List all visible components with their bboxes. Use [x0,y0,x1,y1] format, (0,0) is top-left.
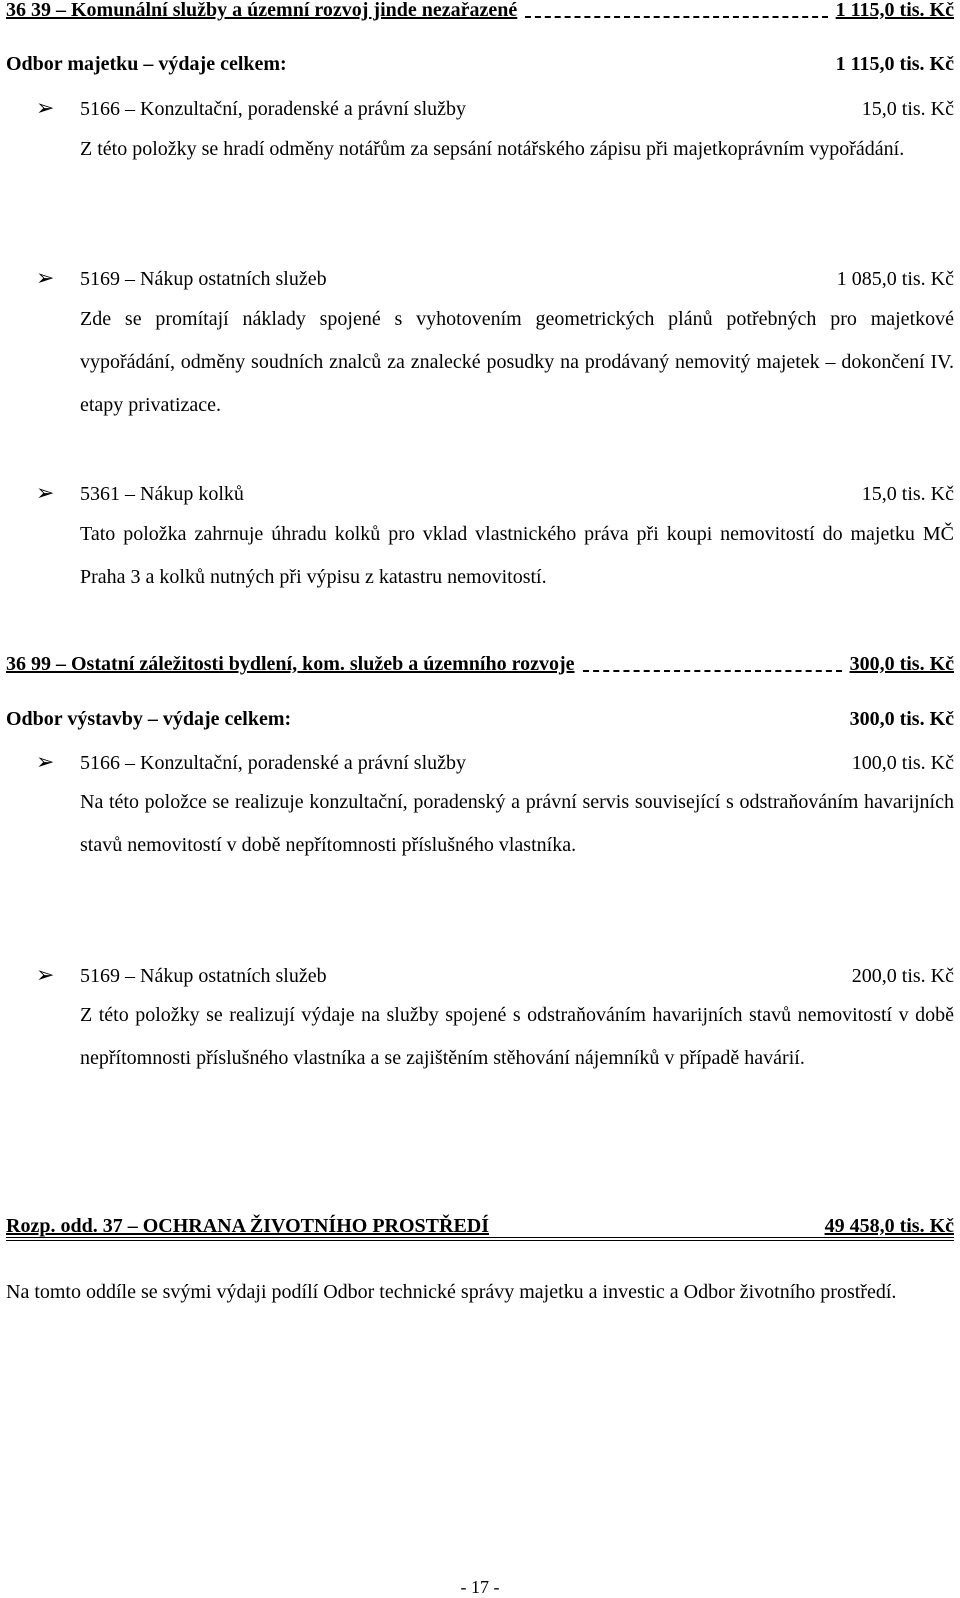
budget-item [36,97,954,119]
budget-item [36,751,954,773]
department-total [6,709,954,729]
section-heading-3639 [6,0,954,20]
section-description: Na tomto oddíle se svými výdaji podílí Odbor technické správy majetku a investic a Odbor životního prostředí. [6,1281,897,1303]
budget-item-description: Tato položka zahrnuje úhradu kolků pro vklad vlastnického práva při koupi nemovitostí do majetku MČ Praha 3 a kolků nutných při výpisu z katastru nemovitostí. [80,523,954,588]
budget-item-label: 5166 – Konzultační, poradenské a právní služby [80,98,467,120]
budget-item-label: 5361 – Nákup kolků [80,483,244,505]
department-total [6,54,954,74]
arrowhead-bullet-icon: ➢ [36,480,55,505]
budget-item-description: Z této položky se realizují výdaje na služby spojené s odstraňováním havarijních stavů nemovitostí v době nepřítomnosti příslušného vlastníka a se zajištěním stěhování nájemníků v případě havárií. [80,1004,954,1069]
page-number: - 17 - [460,1577,500,1597]
dotted-leader [525,16,827,18]
section-heading-label: 36 99 – Ostatní záležitosti bydlení, kom. služeb a územního rozvoje [6,653,575,675]
dotted-leader [583,670,842,672]
budget-item-amount: 200,0 tis. Kč [851,965,954,987]
department-total-amount: 300,0 tis. Kč [849,708,954,730]
budget-item-amount: 15,0 tis. Kč [861,98,954,120]
department-total-label: Odbor majetku – výdaje celkem: [6,53,287,75]
department-total-label: Odbor výstavby – výdaje celkem: [6,708,292,730]
section-heading-label: Rozp. odd. 37 – OCHRANA ŽIVOTNÍHO PROSTŘEDÍ [6,1215,490,1237]
budget-item-amount: 15,0 tis. Kč [861,483,954,505]
arrowhead-bullet-icon: ➢ [36,265,55,290]
section-heading-3699 [6,654,954,674]
section-heading-37 [6,1216,954,1236]
arrowhead-bullet-icon: ➢ [36,962,55,987]
budget-item [36,267,954,289]
budget-item-description: Z této položky se hradí odměny notářům za sepsání notářského zápisu při majetkoprávním vypořádání. [80,138,905,160]
budget-item-amount: 1 085,0 tis. Kč [836,268,954,290]
section-heading-amount: 49 458,0 tis. Kč [824,1215,954,1237]
budget-item-description: Zde se promítají náklady spojené s vyhotovením geometrických plánů potřebných pro majetkové vypořádání, odměny soudních znalců za znalecké posudky na prodávaný nemovitý majetek – dokončení IV. etapy privatizace. [80,308,954,416]
budget-item-label: 5166 – Konzultační, poradenské a právní služby [80,752,467,774]
department-total-amount: 1 115,0 tis. Kč [835,53,954,75]
section-heading-amount: 300,0 tis. Kč [849,653,954,675]
section-heading-label: 36 39 – Komunální služby a územní rozvoj jinde nezařazené [6,0,518,21]
budget-item [36,482,954,504]
double-underline-rule [6,1237,954,1241]
budget-item-label: 5169 – Nákup ostatních služeb [80,965,327,987]
budget-item-label: 5169 – Nákup ostatních služeb [80,268,327,290]
budget-item [36,964,954,986]
budget-item-amount: 100,0 tis. Kč [851,752,954,774]
arrowhead-bullet-icon: ➢ [36,749,55,774]
section-heading-amount: 1 115,0 tis. Kč [835,0,954,21]
arrowhead-bullet-icon: ➢ [36,95,55,120]
budget-item-description: Na této položce se realizuje konzultační, poradenský a právní servis související s odstraňováním havarijních stavů nemovitostí v době nepřítomnosti příslušného vlastníka. [80,791,954,856]
